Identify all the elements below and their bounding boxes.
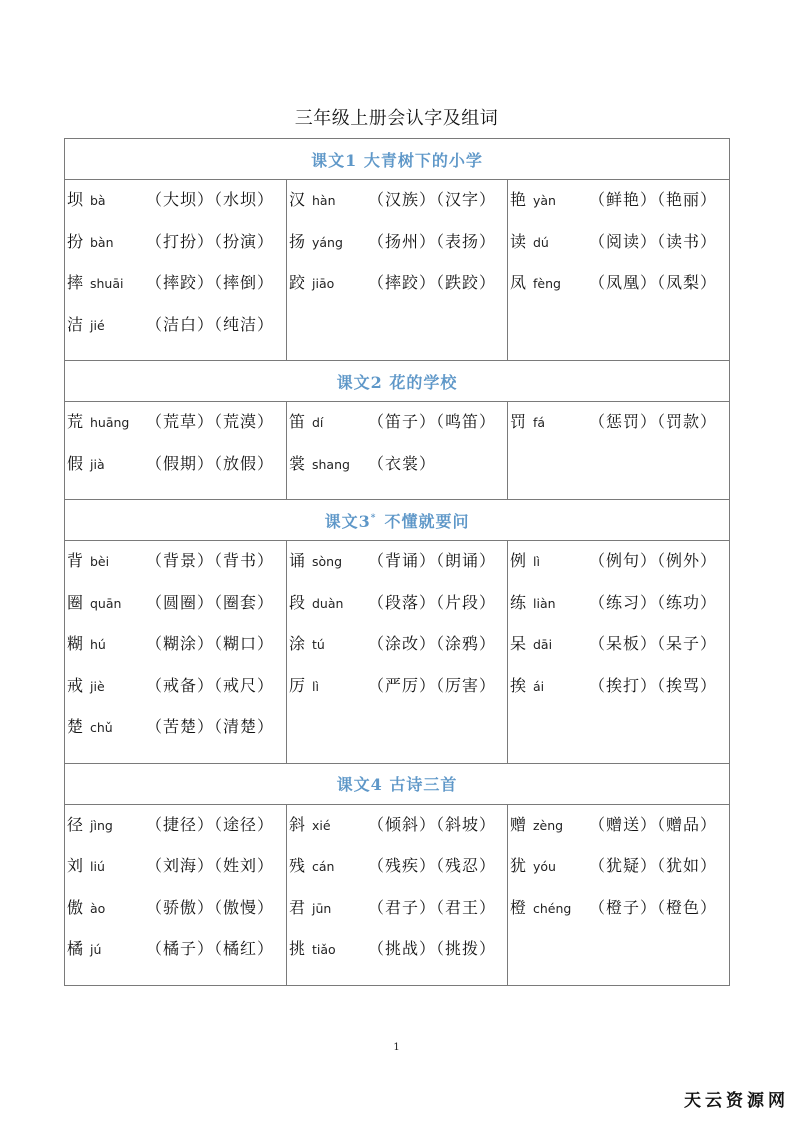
- lesson-heading: [65, 361, 730, 402]
- lesson-heading-text: 课文3: [324, 511, 371, 531]
- pinyin: dāi: [533, 637, 553, 652]
- character: 艳: [510, 190, 527, 209]
- vocab-column: [287, 180, 508, 361]
- vocab-entry: [510, 410, 729, 452]
- pinyin: shang: [312, 456, 350, 472]
- character: 汉: [289, 190, 306, 209]
- word-combinations: （洁白）（纯洁）: [146, 314, 275, 334]
- word-combinations: （橘子）（橘红）: [146, 939, 275, 958]
- pinyin: jià: [90, 456, 105, 472]
- vocab-entry: [289, 632, 507, 674]
- pinyin: yáng: [312, 234, 343, 250]
- pinyin: lì: [312, 678, 319, 694]
- pinyin: hú: [90, 637, 106, 652]
- vocab-entry: [289, 854, 507, 896]
- pinyin: quān: [90, 595, 122, 611]
- word-combinations: （笛子）（鸣笛）: [368, 412, 497, 431]
- vocabulary-table: [64, 138, 730, 986]
- pinyin: duàn: [312, 595, 344, 611]
- character: 段: [289, 592, 306, 612]
- lesson-heading: [65, 500, 730, 541]
- vocab-column: [287, 541, 508, 764]
- character: 糊: [67, 634, 84, 653]
- vocab-entry: [289, 674, 507, 716]
- character: 斜: [289, 814, 306, 834]
- pinyin: fá: [533, 415, 546, 430]
- vocab-entry: [289, 591, 507, 633]
- word-combinations: （衣裳）: [368, 453, 437, 473]
- vocab-column: [508, 804, 730, 985]
- vocab-entry: [67, 632, 286, 674]
- word-combinations: （扬州）（表扬）: [368, 231, 497, 251]
- word-combinations: （摔跤）（摔倒）: [146, 273, 275, 292]
- pinyin: bàn: [90, 234, 114, 250]
- vocab-entry: [289, 271, 507, 313]
- character: 厉: [289, 675, 306, 695]
- vocab-entry: [289, 937, 507, 979]
- word-combinations: （戒备）（戒尺）: [146, 675, 275, 695]
- word-combinations: （倾斜）（斜坡）: [368, 814, 497, 834]
- lesson-header-row: [65, 361, 730, 402]
- pinyin: jiè: [90, 678, 105, 694]
- vocab-column: [287, 402, 508, 500]
- pinyin: jiāo: [312, 276, 335, 291]
- pinyin: xié: [312, 817, 331, 833]
- vocab-column: [65, 180, 287, 361]
- pinyin: bèi: [90, 554, 110, 569]
- vocab-entry: [67, 854, 286, 896]
- pinyin: tú: [312, 637, 325, 652]
- character: 涂: [289, 634, 306, 653]
- vocab-column: [65, 804, 287, 985]
- vocab-entry: [67, 271, 286, 313]
- vocab-entry: [289, 452, 507, 494]
- character: 荒: [67, 412, 84, 431]
- character: 凤: [510, 273, 527, 292]
- lesson-heading-text: 课文2 花的学校: [336, 372, 458, 392]
- vocab-entry: [510, 271, 729, 313]
- word-combinations: （苦楚）（清楚）: [146, 717, 275, 736]
- word-combinations: （橙子）（橙色）: [589, 897, 718, 917]
- vocab-entry: [67, 313, 286, 355]
- word-combinations: （残疾）（残忍）: [368, 856, 497, 875]
- word-combinations: （荒草）（荒漠）: [146, 412, 275, 431]
- vocab-entry: [510, 230, 729, 272]
- vocab-entry: [67, 674, 286, 716]
- pinyin: chǔ: [90, 720, 113, 735]
- pinyin: cán: [312, 859, 335, 874]
- vocab-entry: [67, 813, 286, 855]
- pinyin: yóu: [533, 859, 556, 874]
- word-combinations: （捷径）（途径）: [146, 814, 275, 834]
- word-combinations: （段落）（片段）: [368, 592, 497, 612]
- vocab-entry: [67, 410, 286, 452]
- lesson-body-row: [65, 804, 730, 985]
- vocab-entry: [67, 549, 286, 591]
- character: 君: [289, 897, 306, 917]
- pinyin: jìng: [90, 817, 113, 833]
- character: 橘: [67, 939, 84, 958]
- lesson-body-row: [65, 180, 730, 361]
- character: 假: [67, 453, 84, 473]
- vocab-entry: [67, 230, 286, 272]
- character: 例: [510, 551, 527, 570]
- vocab-entry: [510, 632, 729, 674]
- pinyin: bà: [90, 193, 106, 208]
- vocab-column: [508, 402, 730, 500]
- word-combinations: （阅读）（读书）: [589, 231, 718, 251]
- vocab-entry: [510, 854, 729, 896]
- pinyin: jú: [90, 942, 102, 957]
- character: 练: [510, 592, 527, 612]
- vocab-entry: [67, 937, 286, 979]
- character: 圈: [67, 592, 84, 612]
- vocab-entry: [289, 549, 507, 591]
- optional-lesson-marker: *: [370, 513, 377, 524]
- vocab-column: [65, 402, 287, 500]
- word-combinations: （鲜艳）（艳丽）: [589, 190, 718, 209]
- character: 诵: [289, 551, 306, 570]
- word-combinations: （摔跤）（跌跤）: [368, 273, 497, 292]
- lesson-body-row: [65, 541, 730, 764]
- vocab-entry: [67, 896, 286, 938]
- character: 径: [67, 814, 84, 834]
- lesson-heading: [65, 763, 730, 804]
- pinyin: chéng: [533, 900, 572, 916]
- pinyin: jié: [90, 317, 105, 333]
- word-combinations: （涂改）（涂鸦）: [368, 634, 497, 653]
- character: 洁: [67, 314, 84, 334]
- character: 挨: [510, 675, 527, 695]
- vocab-column: [65, 541, 287, 764]
- word-combinations: （凤凰）（凤梨）: [589, 273, 718, 292]
- character: 扬: [289, 231, 306, 251]
- vocab-entry: [289, 188, 507, 230]
- lesson-heading-text: 课文4 古诗三首: [336, 775, 458, 794]
- word-combinations: （骄傲）（傲慢）: [146, 897, 275, 917]
- watermark-logo: 天云资源网: [684, 1091, 789, 1111]
- character: 挑: [289, 939, 306, 958]
- lesson-header-row: [65, 763, 730, 804]
- pinyin: yàn: [533, 193, 556, 208]
- character: 背: [67, 551, 84, 570]
- word-combinations: （呆板）（呆子）: [589, 634, 718, 653]
- vocab-entry: [289, 896, 507, 938]
- vocab-entry: [289, 813, 507, 855]
- pinyin: ái: [533, 678, 545, 694]
- character: 戒: [67, 675, 84, 695]
- word-combinations: （挨打）（挨骂）: [589, 675, 718, 695]
- vocab-entry: [67, 452, 286, 494]
- character: 读: [510, 231, 527, 251]
- pinyin: fèng: [533, 276, 561, 291]
- vocab-entry: [67, 591, 286, 633]
- character: 犹: [510, 856, 527, 875]
- character: 残: [289, 856, 306, 875]
- character: 裳: [289, 453, 306, 473]
- document-title: 三年级上册会认字及组词: [294, 108, 499, 129]
- word-combinations: （假期）（放假）: [146, 453, 275, 473]
- character: 呆: [510, 634, 527, 653]
- lesson-header-row: [65, 500, 730, 541]
- lesson-heading-text: 课文1 大青树下的小学: [311, 150, 483, 170]
- vocab-column: [508, 541, 730, 764]
- character: 刘: [67, 856, 84, 875]
- vocab-entry: [67, 715, 286, 757]
- pinyin: hàn: [312, 193, 336, 208]
- character: 摔: [67, 273, 84, 292]
- word-combinations: （糊涂）（糊口）: [146, 634, 275, 653]
- lesson-heading-title: 不懂就要问: [384, 511, 470, 531]
- pinyin: liàn: [533, 595, 556, 611]
- character: 跤: [289, 273, 306, 292]
- pinyin: dú: [533, 234, 549, 250]
- character: 坝: [67, 190, 84, 209]
- word-combinations: （犹疑）（犹如）: [589, 856, 718, 875]
- vocab-entry: [289, 230, 507, 272]
- pinyin: zèng: [533, 817, 564, 833]
- character: 笛: [289, 412, 306, 431]
- lesson-header-row: [65, 139, 730, 180]
- word-combinations: （打扮）（扮演）: [146, 231, 275, 251]
- character: 罚: [510, 412, 527, 431]
- character: 橙: [510, 897, 527, 917]
- word-combinations: （背景）（背书）: [146, 551, 275, 570]
- vocab-entry: [289, 410, 507, 452]
- vocab-entry: [510, 674, 729, 716]
- word-combinations: （圆圈）（圈套）: [146, 592, 275, 612]
- vocab-entry: [67, 188, 286, 230]
- pinyin: tiǎo: [312, 942, 336, 957]
- vocab-column: [508, 180, 730, 361]
- vocab-entry: [510, 896, 729, 938]
- pinyin: ào: [90, 900, 106, 916]
- pinyin: dí: [312, 415, 324, 430]
- pinyin: liú: [90, 859, 105, 874]
- page-number: 1: [393, 1042, 400, 1053]
- lesson-heading: [65, 139, 730, 180]
- character: 赠: [510, 814, 527, 834]
- word-combinations: （赠送）（赠品）: [589, 814, 718, 834]
- word-combinations: （严厉）（厉害）: [368, 675, 497, 695]
- word-combinations: （惩罚）（罚款）: [589, 412, 718, 431]
- pinyin: shuāi: [90, 276, 124, 291]
- vocab-entry: [510, 549, 729, 591]
- character: 傲: [67, 897, 84, 917]
- pinyin: lì: [533, 554, 540, 569]
- vocab-entry: [510, 188, 729, 230]
- word-combinations: （例句）（例外）: [589, 551, 718, 570]
- pinyin: huāng: [90, 415, 130, 430]
- vocab-entry: [510, 813, 729, 855]
- word-combinations: （大坝）（水坝）: [146, 190, 275, 209]
- word-combinations: （背诵）（朗诵）: [368, 551, 497, 570]
- word-combinations: （挑战）（挑拨）: [368, 939, 497, 958]
- vocab-column: [287, 804, 508, 985]
- word-combinations: （练习）（练功）: [589, 592, 718, 612]
- character: 扮: [67, 231, 84, 251]
- character: 楚: [67, 717, 84, 736]
- word-combinations: （君子）（君王）: [368, 897, 497, 917]
- lesson-body-row: [65, 402, 730, 500]
- word-combinations: （刘海）（姓刘）: [146, 856, 275, 875]
- word-combinations: （汉族）（汉字）: [368, 190, 497, 209]
- pinyin: sòng: [312, 554, 343, 569]
- vocab-entry: [510, 591, 729, 633]
- pinyin: jūn: [312, 900, 332, 916]
